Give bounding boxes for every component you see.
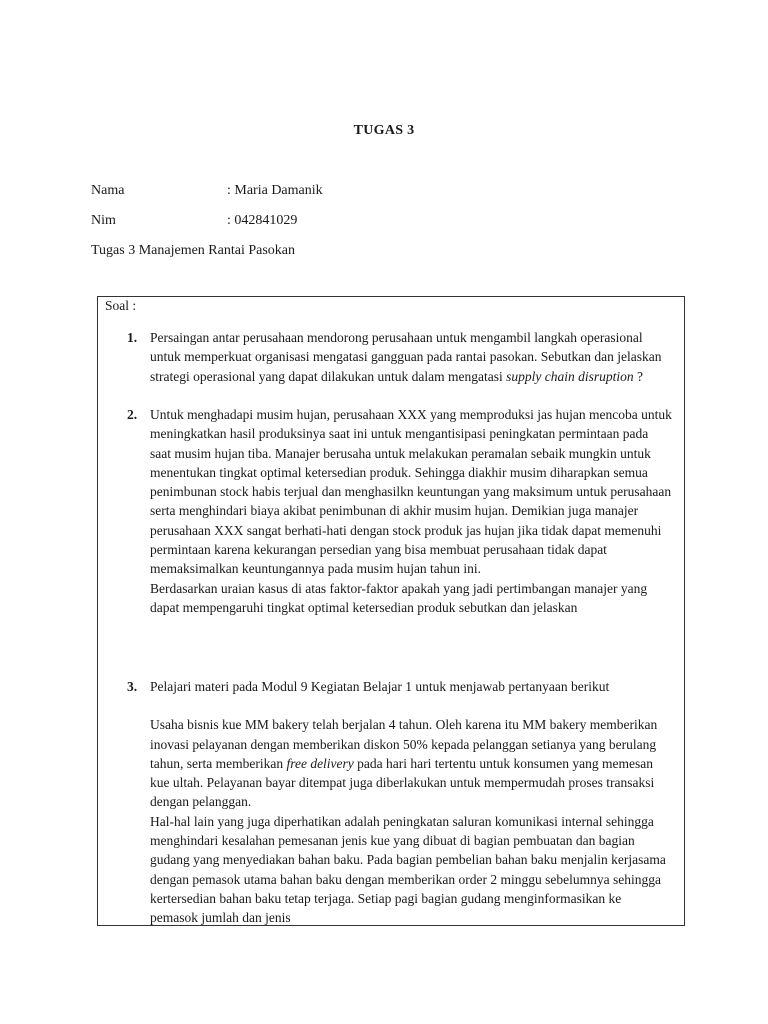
nim-value: : 042841029	[227, 213, 298, 228]
question-box	[97, 296, 685, 926]
name-value: : Maria Damanik	[227, 183, 323, 198]
question-paragraph: Berdasarkan uraian kasus di atas faktor-faktor apakah yang jadi pertimbangan manajer yang dapat mempengaruhi tingkat optimal ketersedian produk sebutkan dan jelaskan	[150, 580, 648, 615]
case-paragraph: Hal-hal lain yang juga diperhatikan adalah peningkatan saluran komunikasi internal sehingga menghindari kesalahan pemesanan jenis kue yang dibuat di bagian pembuatan dan bagian gudang yang menyediakan bahan baku. Pada bagian pembelian bahan baku menjalin kerjasama dengan pemasok utama bahan baku dengan memberikan order 2 minggu sebelumnya sehingga kertersedian bahan baku tetap terjaga. Setiap pagi bagian gudang menginformasikan ke pemasok jumlah dan jenis	[150, 813, 666, 926]
nim-label: Nim	[91, 213, 116, 228]
italic-term: free delivery	[286, 755, 354, 771]
question-1	[98, 328, 674, 386]
question-number: 1.	[127, 330, 138, 345]
soal-label: Soal :	[105, 298, 137, 313]
question-3	[98, 677, 674, 926]
case-paragraph: Usaha bisnis kue MM bakery telah berjalan 4 tahun. Oleh karena itu MM bakery memberikan inovasi pelayanan dengan memberikan diskon 50% kepada pelanggan setianya yang berulang tahun, serta memberikan free delivery pada hari hari tertentu untuk konsumen yang memesan kue ultah. Pelayanan bayar ditempat juga diberlakukan untuk mempermudah proses transaksi dengan pelanggan.	[150, 717, 658, 810]
question-number: 2.	[127, 407, 138, 422]
question-2	[98, 405, 674, 617]
document-title: TUGAS 3	[353, 123, 415, 138]
question-paragraph: Untuk menghadapi musim hujan, perusahaan XXX yang memproduksi jas hujan mencoba untuk meningkatkan hasil produksinya saat ini untuk mengantisipasi peningkatan permintaan pada saat musim hujan tiba. Manajer berusaha untuk melakukan peramalan sebaik mungkin untuk menentukan tingkat optimal ketersedian produk. Sehingga diakhir musim diharapkan semua penimbunan stock habis terjual dan menghasilkn keuntungan yang maksimum untuk perusahaan serta menghindari biaya akibat penimbunan di akhir musim hujan. Demikian juga manajer perusahaan XXX sangat berhati-hati dengan stock produk jas hujan jika tidak dapat memenuhi permintaan karena kekurangan persedian yang bisa membuat perusahaan tidak dapat memaksimalkan keuntungannya pada musim hujan tahun ini.	[150, 407, 672, 577]
name-label: Nama	[91, 183, 125, 198]
question-intro: Pelajari materi pada Modul 9 Kegiatan Belajar 1 untuk menjawab pertanyaan berikut	[150, 679, 610, 694]
nim-row	[91, 213, 297, 229]
course-title: Tugas 3 Manajemen Rantai Pasokan	[91, 243, 296, 258]
question-text: Persaingan antar perusahaan mendorong perusahaan untuk mengambil langkah operasional untuk memperkuat organisasi mengatasi gangguan pada rantai pasokan. Sebutkan dan jelaskan strategi operasional yang dapat dilakukan untuk dalam mengatasi supply chain disruption ?	[150, 330, 662, 384]
question-number: 3.	[127, 679, 138, 694]
italic-term: supply chain disruption	[506, 368, 634, 384]
name-row	[91, 183, 323, 199]
